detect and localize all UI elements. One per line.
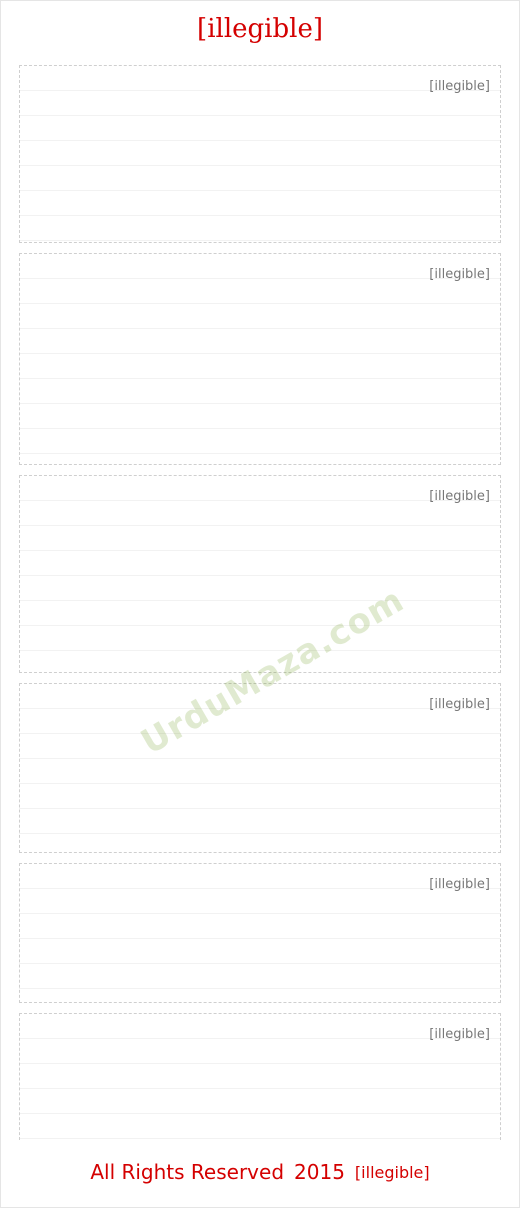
article-body bbox=[15, 61, 505, 1141]
article-paragraph: [illegible] bbox=[19, 475, 501, 673]
footer-owner: [illegible] bbox=[354, 1162, 430, 1182]
footer-rights: All Rights Reserved bbox=[90, 1160, 285, 1184]
article-paragraph: [illegible] bbox=[19, 253, 501, 465]
article-paragraph: [illegible] bbox=[19, 65, 501, 243]
article-paragraph: [illegible] bbox=[19, 1013, 501, 1141]
footer bbox=[11, 1155, 509, 1189]
headline: [illegible] bbox=[197, 14, 323, 44]
article-paragraph: [illegible] bbox=[19, 863, 501, 1003]
article-paragraph: [illegible] bbox=[19, 683, 501, 853]
footer-year: 2015 bbox=[294, 1160, 345, 1184]
